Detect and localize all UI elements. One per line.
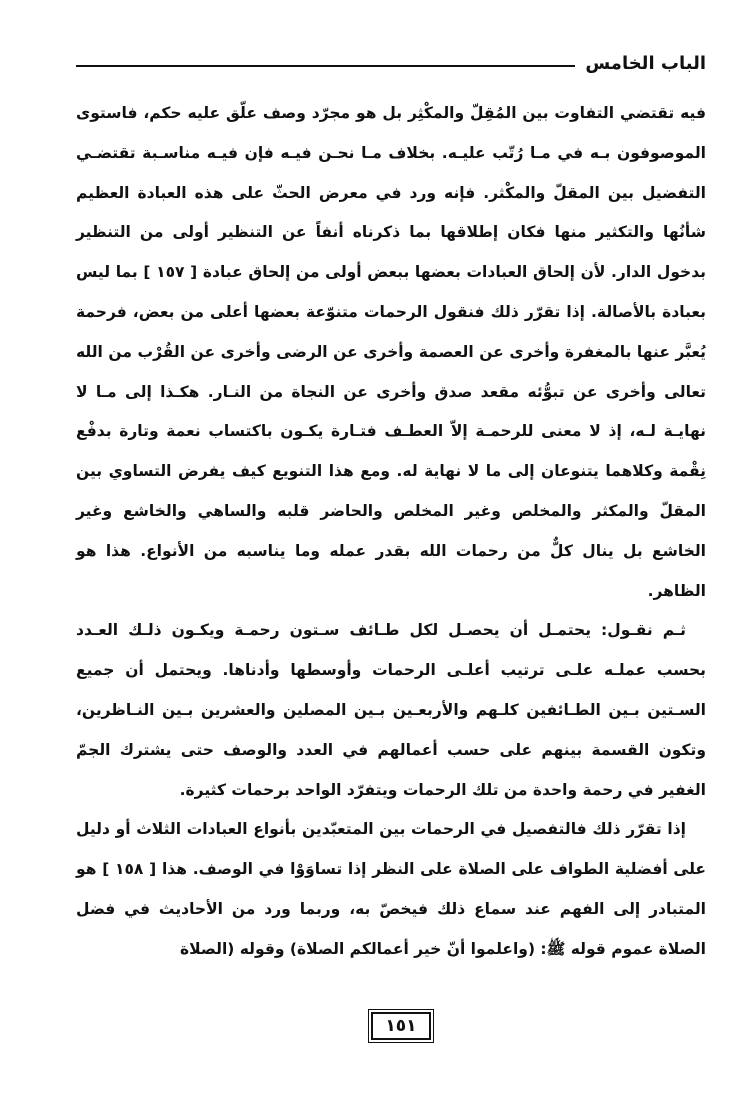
page-number: ١٥١ bbox=[371, 1012, 431, 1040]
paragraph: ثـم نقـول: يحتمـل أن يحصـل لكل طـائف سـتون رحمـة ويكـون ذلـك العـدد بحسب عملـه علـى ترتيب أعلـى الرحمات وأوسطها وأدناها. ويحتمل أن جميع السـتين بـين الطـائفين كلـهم والأربعـين بـين المصلين والعشرين بـين النـاظرين، وتكون القسمة بينهم على حسب أعمالهم في العدد والوصف حتى يشترك الجمّ الغفير في رحمة واحدة من تلك الرحمات ويتفرّد الواحد برحمات كثيرة. bbox=[76, 621, 706, 799]
chapter-title: الباب الخامس bbox=[585, 52, 706, 74]
running-header bbox=[76, 46, 706, 80]
body-text bbox=[76, 94, 706, 970]
paragraph: إذا تقرّر ذلك فالتفصيل في الرحمات بين المتعبّدين بأنواع العبادات الثلاث أو دليل على أفضلية الطواف على الصلاة على النظر إذا تساوَوْا في الوصف. هذا [ ١٥٨ ] هو المتبادر إلى الفهم عند سماع ذلك فيخصّ به، وربما ورد من الأحاديث في فضل الصلاة عموم قوله ﷺ: (واعلموا أنّ خير أعمالكم الصلاة) وقوله (الصلاة bbox=[76, 820, 706, 958]
page-footer bbox=[371, 1012, 431, 1040]
paragraph: فيه تقتضي التفاوت بين المُقِلّ والمكْثِر بل هو مجرّد وصف علّق عليه حكم، فاستوى الموصوفون بـه في مـا رُتّب عليـه. بخلاف مـا نحـن فيـه فإن فيـه مناسـبة تقتضـي التفضيل بين المقلّ والمكْثر. فإنه ورد في معرض الحثّ على هذه العبادة العظيم شأنُها والتكثير منها فكان إطلاقها بما ذكرناه أنفاً عن التنظير أولى من التنظير بدخول الدار. لأن إلحاق العبادات بعضها ببعض أولى من إلحاق عبادة [ ١٥٧ ] بما ليس بعبادة بالأصالة. إذا تقرّر ذلك فنقول الرحمات متنوّعة بعضها أعلى من بعض، فرحمة يُعبَّر عنها بالمغفرة وأخرى عن العصمة وأخرى عن الرضى وأخرى عن القُرْب من الله تعالى وأخرى عن تبوُّئه مقعد صدق وأخرى عن النجاة من النـار. هكـذا إلى مـا لا نهايـة لـه، إذ لا معنى للرحمـة إلاّ العطـف فتـارة يكـون باكتساب نعمة وتارة بدفْع نِقْمة وكلاهما يتنوعان إلى ما لا نهاية له. ومع هذا التنويع كيف يفرض التساوي بين المقلّ والمكثر والمخلص وغير المخلص والحاضر قلبه والساهي والخاشع وغير الخاشع بل ينال كلٌّ من رحمات الله بقدر عمله وما يناسبه من الأنواع. هذا هو الظاهر. bbox=[76, 104, 706, 600]
header-rule bbox=[76, 65, 575, 67]
